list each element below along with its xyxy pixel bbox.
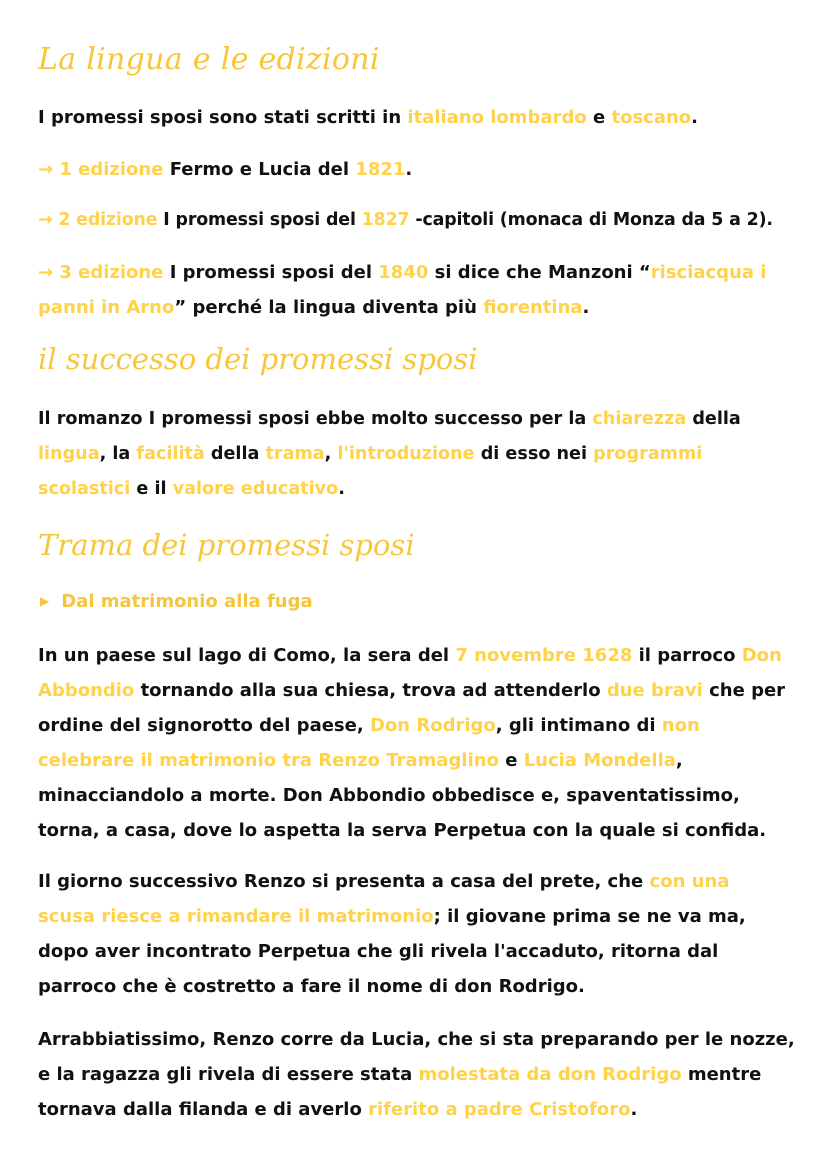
paragraph-lingua-intro: I promessi sposi sono stati scritti in italiano lombardo e toscano. (38, 107, 698, 128)
paragraph-trama-3: Arrabbiatissimo, Renzo corre da Lucia, che si sta preparando per le nozze, e la ragazza gli rivela di essere stata molestata da don Rodrigo mentre tornava dalla filanda e di averlo riferito a padre Cristoforo. (38, 1029, 795, 1120)
heading-successo: il successo dei promessi sposi (38, 342, 478, 376)
edition-2: → 2 edizione I promessi sposi del 1827 -capitoli (monaca di Monza da 5 a 2). (38, 210, 773, 230)
triangle-bullet-icon: ▶ (40, 594, 50, 608)
heading-lingua-edizioni: La lingua e le edizioni (38, 42, 380, 77)
heading-trama: Trama dei promessi sposi (38, 528, 415, 562)
paragraph-trama-1: In un paese sul lago di Como, la sera del 7 novembre 1628 il parroco Don Abbondio tornando alla sua chiesa, trova ad attenderlo due bravi che per ordine del signorotto del paese, Don Rodrigo, gli intimano di non celebrare il matrimonio tra Renzo Tramaglino e Lucia Mondella, minacciandolo a morte. Don Abbondio obbedisce e, spaventatissimo, torna, a casa, dove lo aspetta la serva Perpetua con la quale si confida. (38, 645, 786, 841)
paragraph-trama-2: Il giorno successivo Renzo si presenta a casa del prete, che con una scusa riesce a rimandare il matrimonio; il giovane prima se ne va ma, dopo aver incontrato Perpetua che gli rivela l'accaduto, ritorna dal parroco che è costretto a fare il nome di don Rodrigo. (38, 871, 746, 997)
paragraph-successo: Il romanzo I promessi sposi ebbe molto successo per la chiarezza della lingua, la facilità della trama, l'introduzione di esso nei programmi scolastici e il valore educativo. (38, 409, 741, 499)
edition-1: → 1 edizione Fermo e Lucia del 1821. (38, 159, 413, 180)
subheading-matrimonio-fuga: ▶ Dal matrimonio alla fuga (40, 591, 313, 612)
edition-3: → 3 edizione I promessi sposi del 1840 si dice che Manzoni “risciacqua i panni in Arno” perché la lingua diventa più fiorentina. (38, 262, 767, 318)
